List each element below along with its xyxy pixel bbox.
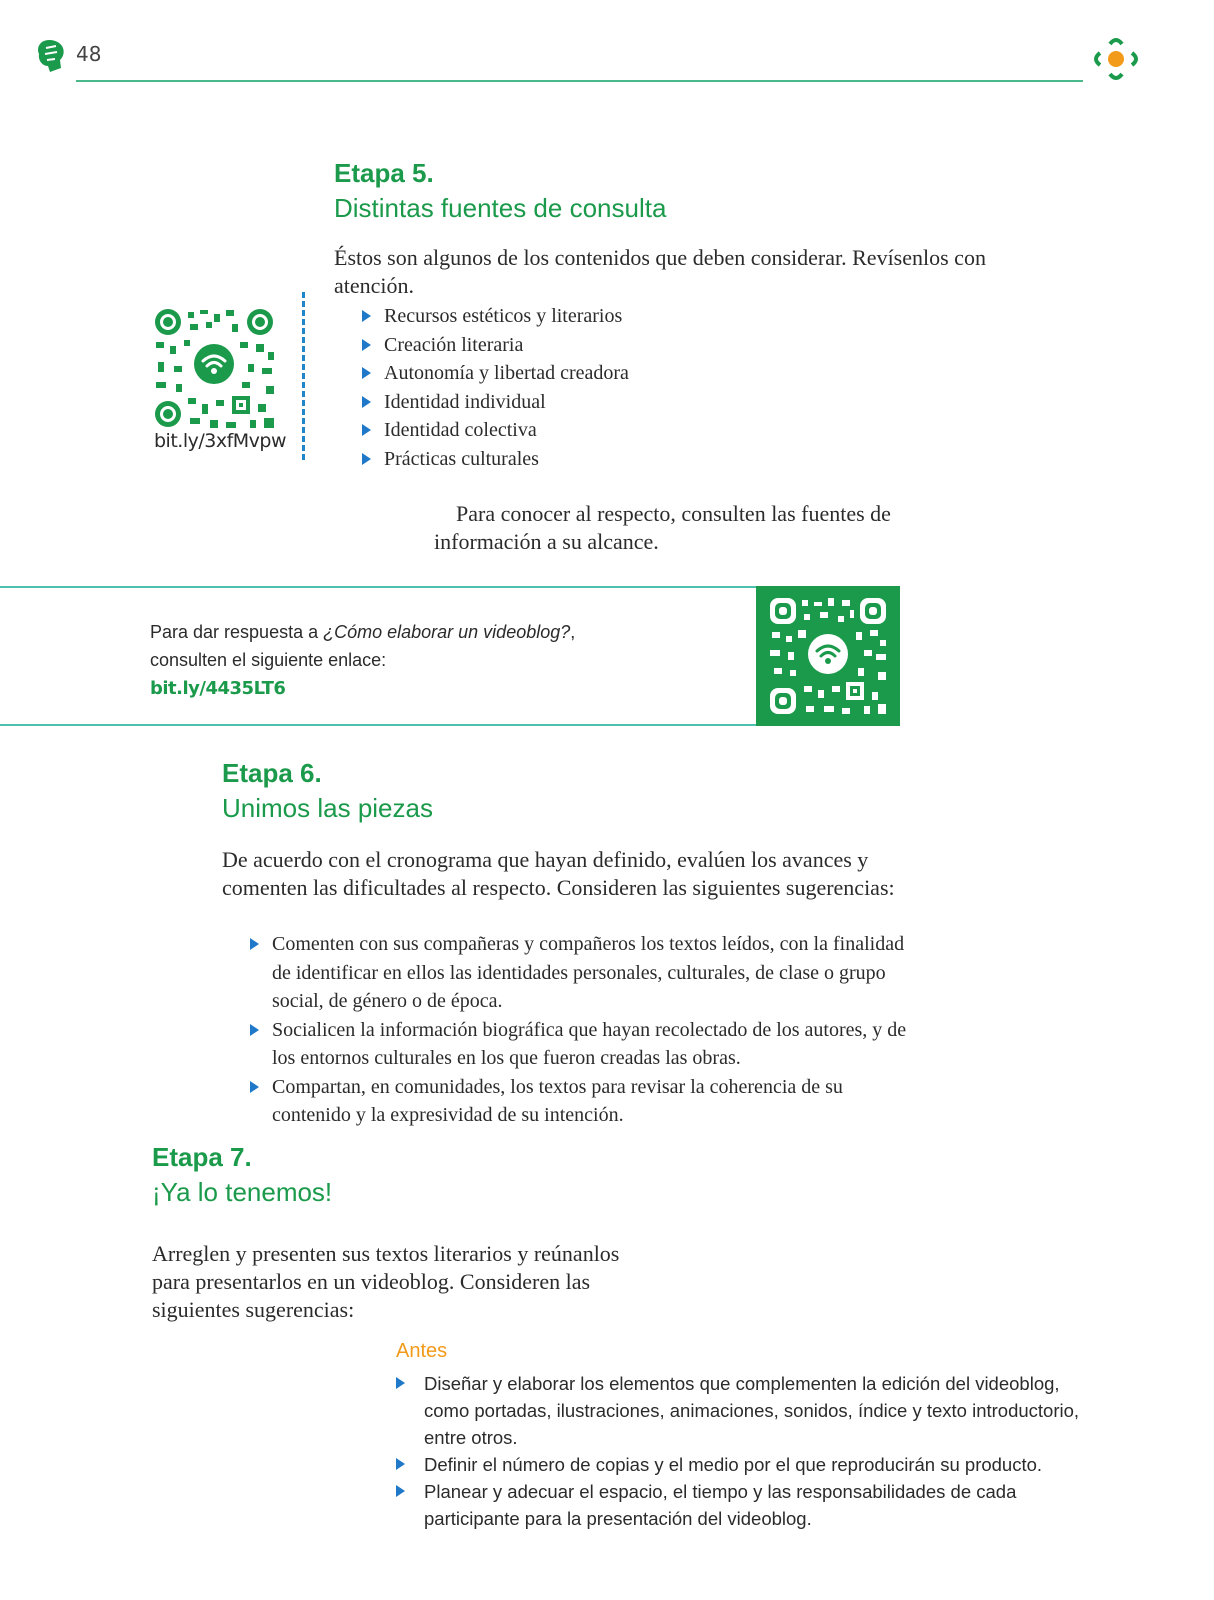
triangle-bullet-icon — [362, 367, 371, 379]
qr1-url[interactable]: bit.ly/3xfMvpw — [154, 430, 287, 452]
etapa5-title: Distintas fuentes de consulta — [334, 193, 667, 223]
triangle-bullet-icon — [396, 1485, 405, 1497]
list-item: Autonomía y libertad creadora — [362, 359, 762, 388]
list-item: Identidad individual — [362, 388, 762, 417]
etapa7-intro: Arreglen y presenten sus textos literarios y reúnanlos para presentarlos en un videoblog. Consideren las siguientes sugerencias: — [152, 1241, 620, 1322]
list-item: Diseñar y elaborar los elementos que complementen la edición del videoblog, como portadas, ilustraciones, animaciones, sonidos, índice y texto introductorio, entre otros. — [396, 1370, 1096, 1451]
etapa7-label: Etapa 7. — [152, 1142, 252, 1172]
triangle-bullet-icon — [362, 453, 371, 465]
etapa6-list — [250, 930, 910, 1130]
triangle-bullet-icon — [396, 1458, 405, 1470]
triangle-bullet-icon — [250, 938, 259, 950]
list-item: Compartan, en comunidades, los textos para revisar la coherencia de su contenido y la expresividad de su intención. — [250, 1073, 910, 1130]
list-item: Recursos estéticos y literarios — [362, 302, 762, 331]
link-url[interactable]: bit.ly/4435LT6 — [150, 678, 286, 699]
list-item: Prácticas culturales — [362, 445, 762, 474]
etapa5-note: Para conocer al respecto, consulten las fuentes de información a su alcance. — [434, 501, 891, 554]
dashed-divider — [302, 292, 305, 460]
qr-code-2-graphic — [768, 596, 888, 716]
link-text-suffix: , consulten el siguiente enlace: — [150, 622, 576, 670]
triangle-bullet-icon — [250, 1024, 259, 1036]
etapa7-title: ¡Ya lo tenemos! — [152, 1177, 333, 1207]
etapa5-label: Etapa 5. — [334, 158, 434, 188]
link-text-italic: ¿Cómo elaborar un videoblog? — [323, 622, 571, 642]
qr-code-2[interactable] — [756, 586, 900, 726]
etapa7-heading — [152, 1142, 332, 1208]
triangle-bullet-icon — [362, 339, 371, 351]
triangle-bullet-icon — [250, 1081, 259, 1093]
triangle-bullet-icon — [396, 1377, 405, 1389]
list-item: Definir el número de copias y el medio por el que reproducirán su producto. — [396, 1451, 1096, 1478]
list-item: Planear y adecuar el espacio, el tiempo y las responsabilidades de cada participante para la presentación del videoblog. — [396, 1478, 1096, 1532]
etapa6-intro: De acuerdo con el cronograma que hayan definido, evalúen los avances y comenten las dificultades al respecto. Consideren las siguientes sugerencias: — [222, 847, 895, 900]
flower-logo-icon — [1090, 34, 1142, 84]
list-item: Comenten con sus compañeras y compañeros los textos leídos, con la finalidad de identificar en ellos las identidades personales, culturales, de clase o grupo social, de género o de época. — [250, 930, 910, 1016]
triangle-bullet-icon — [362, 424, 371, 436]
link-text-prefix: Para dar respuesta a — [150, 622, 324, 642]
list-item: Socialicen la información biográfica que hayan recolectado de los autores, y de los entornos culturales en los que fueron creadas las obras. — [250, 1016, 910, 1073]
etapa6-title: Unimos las piezas — [222, 793, 433, 823]
etapa5-list — [362, 302, 762, 473]
antes-list — [396, 1370, 1096, 1532]
etapa6-heading — [222, 758, 433, 824]
antes-title: Antes — [396, 1340, 448, 1362]
header-rule — [76, 80, 1083, 82]
etapa5-intro: Éstos son algunos de los contenidos que deben considerar. Revísenlos con atención. — [334, 245, 986, 298]
etapa5-heading — [334, 158, 666, 224]
qr-code-1[interactable] — [154, 308, 276, 430]
triangle-bullet-icon — [362, 396, 371, 408]
page-number: 48 — [76, 42, 102, 66]
list-item: Creación literaria — [362, 331, 762, 360]
list-item: Identidad colectiva — [362, 416, 762, 445]
brand-head-icon — [36, 38, 66, 74]
triangle-bullet-icon — [362, 310, 371, 322]
link-box-text — [150, 618, 630, 703]
etapa6-label: Etapa 6. — [222, 758, 322, 788]
